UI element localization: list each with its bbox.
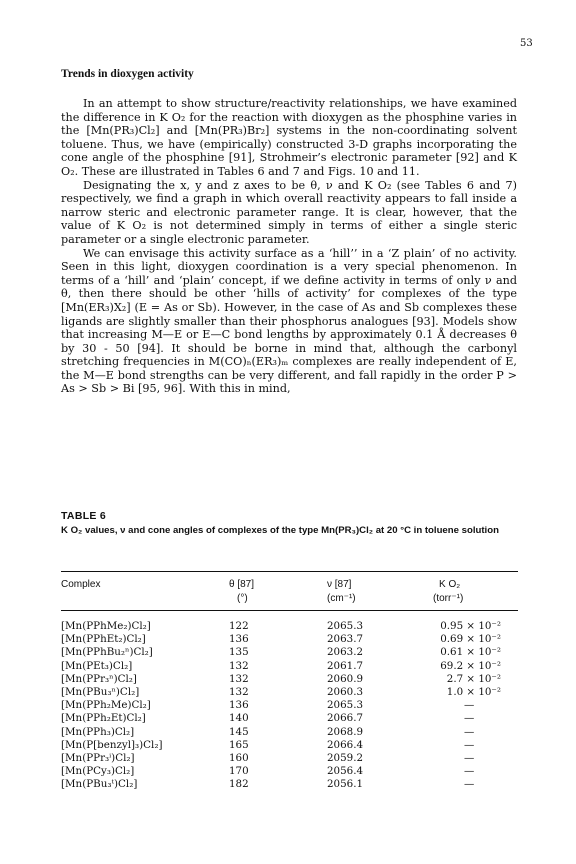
cell-theta: 182	[229, 778, 249, 791]
paragraph-1: In an attempt to show structure/reactivity relationships, we have examined the difference in K O₂ for the reaction with dioxygen as the phosphine varies in the [Mn(PR₃)Cl₂] and [Mn(PR₃)Br₂] systems in the non-coordinating solvent toluene. Thus, we have (empirically) constructed 3-D graphs incorporating the cone angle of the phosphine [91], Strohmeir’s electronic parameter [92] and K O₂. These are illustrated in Tables 6 and 7 and Figs. 10 and 11.	[61, 97, 517, 178]
cell-theta: 145	[229, 725, 249, 738]
cell-k: —	[464, 712, 475, 725]
cell-k: —	[464, 778, 475, 791]
cell-theta: 160	[229, 752, 249, 764]
cell-complex: [Mn(PCy₃)Cl₂]	[61, 765, 135, 778]
header-k: K O₂	[439, 579, 461, 590]
cell-complex: [Mn(PEt₃)Cl₂]	[61, 659, 133, 672]
table-row	[61, 726, 518, 739]
cell-k: 0.69 × 10⁻²	[440, 633, 501, 646]
table-row	[61, 673, 518, 686]
cell-nu: 2063.7	[327, 633, 364, 646]
cell-k: —	[464, 699, 475, 712]
cell-complex: [Mn(PPh₂Me)Cl₂]	[61, 699, 151, 712]
table-row	[61, 699, 518, 712]
body-text	[61, 97, 517, 396]
table-label: TABLE 6	[61, 510, 107, 522]
table-caption: K O₂ values, ν and cone angles of complexes of the type Mn(PR₃)Cl₂ at 20 °C in toluene solution	[61, 525, 499, 536]
header-theta-unit: (°)	[237, 593, 248, 604]
cell-theta: 135	[229, 646, 249, 659]
cell-nu: 2065.3	[327, 620, 364, 632]
page-number: 53	[520, 38, 533, 49]
cell-complex: [Mn(PPhMe₂)Cl₂]	[61, 620, 151, 632]
cell-k: 0.95 × 10⁻²	[440, 620, 501, 632]
cell-nu: 2068.9	[327, 725, 364, 738]
cell-theta: 170	[229, 765, 249, 778]
table-row	[61, 778, 518, 791]
header-theta: θ [87]	[229, 579, 255, 590]
cell-theta: 136	[229, 699, 249, 712]
cell-k: —	[464, 725, 475, 738]
cell-complex: [Mn(PPr₃ⁱ)Cl₂]	[61, 752, 135, 764]
cell-complex: [Mn(PBu₃ᵗ)Cl₂]	[61, 778, 138, 791]
cell-nu: 2056.1	[327, 778, 364, 791]
paragraph-2: Designating the x, y and z axes to be θ, ν and K O₂ (see Tables 6 and 7) respectively, we find a graph in which overall reactivity appears to fall inside a narrow steric and electronic parameter range. It is clear, however, that the value of K O₂ is not determined simply in terms of either a single steric parameter or a single electronic parameter.	[61, 178, 517, 246]
cell-k: —	[464, 765, 475, 778]
table-row	[61, 660, 518, 673]
cell-k: 2.7 × 10⁻²	[446, 672, 501, 685]
cell-nu: 2066.4	[327, 738, 364, 751]
table-row	[61, 752, 518, 765]
cell-complex: [Mn(PPr₃ⁿ)Cl₂]	[61, 672, 137, 685]
table-row	[61, 646, 518, 659]
table-header-rule	[61, 610, 518, 611]
cell-complex: [Mn(PPh₂Et)Cl₂]	[61, 712, 146, 725]
cell-complex: [Mn(PPh₃)Cl₂]	[61, 725, 135, 738]
table-row	[61, 620, 518, 633]
cell-complex: [Mn(PPhEt₂)Cl₂]	[61, 633, 146, 646]
table-row	[61, 633, 518, 646]
cell-complex: [Mn(PBu₃ⁿ)Cl₂]	[61, 686, 140, 698]
cell-theta: 132	[229, 672, 249, 685]
header-nu-unit: (cm⁻¹)	[327, 593, 356, 604]
cell-theta: 132	[229, 686, 249, 698]
table-row	[61, 686, 518, 699]
cell-nu: 2063.2	[327, 646, 364, 659]
cell-theta: 122	[229, 620, 249, 632]
section-heading: Trends in dioxygen activity	[61, 68, 194, 80]
cell-nu: 2059.2	[327, 752, 364, 764]
table-row	[61, 712, 518, 725]
cell-nu: 2060.3	[327, 686, 364, 698]
cell-nu: 2061.7	[327, 659, 364, 672]
cell-theta: 165	[229, 738, 249, 751]
paragraph-3: We can envisage this activity surface as a ‘hill’’ in a ‘Z plain’ of no activity. Seen in this light, dioxygen coordination is a very special phenomenon. In terms of a ‘hill’ and ‘plain’ concept, if we define activity in terms of only ν and θ, then there should be other ‘hills of activity’ for complexes of the type [Mn(ER₃)X₂] (E = As or Sb). However, in the case of As and Sb complexes these ligands are slightly smaller than their phosphorus analogues [93]. Models show that increasing M—E or E—C bond lengths by approximately 0.1 Å decreases θ by 30 - 50 [94]. It should be borne in mind that, although the carbonyl stretching frequencies in M(CO)ₙ(ER₃)ₘ complexes are really independent of E, the M—E bond strengths can be very different, and fall rapidly in the order P > As > Sb > Bi [95, 96]. With this in mind,	[61, 246, 517, 396]
table-top-rule	[61, 571, 518, 572]
cell-nu: 2066.7	[327, 712, 364, 725]
cell-theta: 140	[229, 712, 249, 725]
cell-nu: 2065.3	[327, 699, 364, 712]
cell-k: —	[464, 738, 475, 751]
cell-complex: [Mn(PPhBu₂ⁿ)Cl₂]	[61, 646, 153, 659]
cell-theta: 132	[229, 659, 249, 672]
header-nu: ν [87]	[327, 579, 352, 590]
cell-nu: 2056.4	[327, 765, 364, 778]
table-row	[61, 739, 518, 752]
cell-k: —	[464, 752, 475, 764]
header-k-unit: (torr⁻¹)	[433, 593, 464, 604]
cell-complex: [Mn(P[benzyl]₃)Cl₂]	[61, 738, 163, 751]
header-complex: Complex	[61, 579, 101, 590]
cell-k: 0.61 × 10⁻²	[440, 646, 501, 659]
cell-theta: 136	[229, 633, 249, 646]
table-row	[61, 765, 518, 778]
cell-nu: 2060.9	[327, 672, 364, 685]
cell-k: 1.0 × 10⁻²	[446, 686, 501, 698]
cell-k: 69.2 × 10⁻²	[440, 659, 501, 672]
